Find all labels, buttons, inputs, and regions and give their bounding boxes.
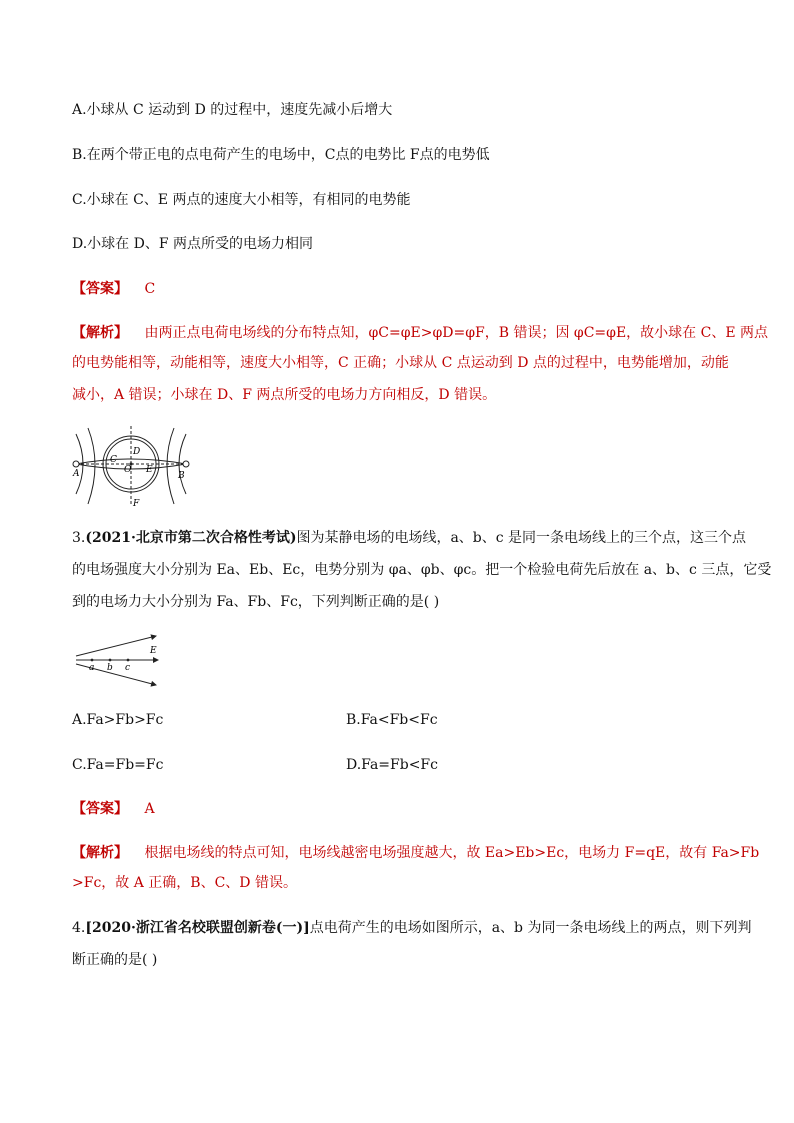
q4-stem-line-2: 断正确的是( ): [72, 952, 158, 968]
q3-source: (2021·北京市第二次合格性考试): [85, 530, 297, 546]
q3-option-c: C.Fa=Fb=Fc: [72, 757, 164, 773]
q4-number: 4.: [72, 920, 86, 936]
q3-option-b: B.Fa<Fb<Fc: [346, 712, 438, 728]
q2-option-b: B.在两个带正电的点电荷产生的电场中，C点的电势比 F点的电势低: [72, 147, 490, 163]
label-B: B: [178, 471, 185, 481]
label-A: A: [73, 469, 80, 479]
q3-option-a: A.Fa>Fb>Fc: [72, 712, 164, 728]
q2-analysis-line-1: [72, 323, 768, 343]
q2-analysis-line-3: 减小，A 错误；小球在 D、F 两点所受的电场力方向相反，D 错误。: [72, 387, 497, 403]
answer-value: C: [144, 281, 156, 297]
q4-stem: 点电荷产生的电场如图所示，a、b 为同一条电场线上的两点，则下列判: [309, 920, 752, 936]
answer-label: 【答案】: [72, 281, 128, 297]
label-O: O: [124, 465, 132, 475]
analysis-text: 由两正点电荷电场线的分布特点知，φC=φE>φD=φF，B 错误；因 φC=φE，故小球在 C、E 两点: [144, 325, 769, 341]
q3-stem-line-1: [72, 528, 746, 548]
q3-option-d: D.Fa=Fb<Fc: [346, 757, 438, 773]
diverging-field-figure: [74, 630, 164, 690]
q3-number: 3.: [72, 530, 86, 546]
q2-answer-row: [72, 279, 155, 299]
label-b: b: [107, 663, 113, 673]
q2-analysis-line-2: 的电势能相等，动能相等，速度大小相等，C 正确；小球从 C 点运动到 D 点的过程中，电势能增加，动能: [72, 355, 729, 371]
analysis-label: 【解析】: [72, 845, 128, 861]
q3-analysis-line-1: [72, 843, 759, 863]
answer-value: A: [144, 801, 155, 817]
answer-label: 【答案】: [72, 801, 128, 817]
q3-answer-row: [72, 799, 155, 819]
label-C: C: [110, 455, 117, 465]
label-c: c: [125, 663, 131, 673]
q4-source: [2020·浙江省名校联盟创新卷(一)]: [85, 920, 310, 936]
q2-option-a: A.小球从 C 运动到 D 的过程中，速度先减小后增大: [72, 102, 393, 118]
analysis-label: 【解析】: [72, 325, 128, 341]
label-F: F: [133, 499, 140, 509]
q2-option-c: C.小球在 C、E 两点的速度大小相等，有相同的电势能: [72, 192, 411, 208]
q3-stem-line-2: 的电场强度大小分别为 Ea、Eb、Ec，电势分别为 φa、φb、φc。把一个检验电荷先后放在 a、b、c 三点，它受: [72, 562, 772, 578]
label-a: a: [89, 663, 95, 673]
label-E: E: [150, 646, 157, 656]
two-charge-field-figure: [70, 424, 192, 508]
q4-stem-line-1: [72, 918, 751, 938]
label-E: E: [146, 465, 153, 475]
label-D: D: [133, 447, 141, 457]
q3-stem: 图为某静电场的电场线，a、b、c 是同一条电场线上的三个点，这三个点: [296, 530, 747, 546]
analysis-text: 根据电场线的特点可知，电场线越密电场强度越大，故 Ea>Eb>Ec，电场力 F=qE，故有 Fa>Fb: [144, 845, 760, 861]
q3-stem-line-3: 到的电场力大小分别为 Fa、Fb、Fc，下列判断正确的是( ): [72, 594, 440, 610]
q2-option-d: D.小球在 D、F 两点所受的电场力相同: [72, 236, 314, 252]
q3-analysis-line-2: >Fc，故 A 正确，B、C、D 错误。: [72, 875, 297, 891]
